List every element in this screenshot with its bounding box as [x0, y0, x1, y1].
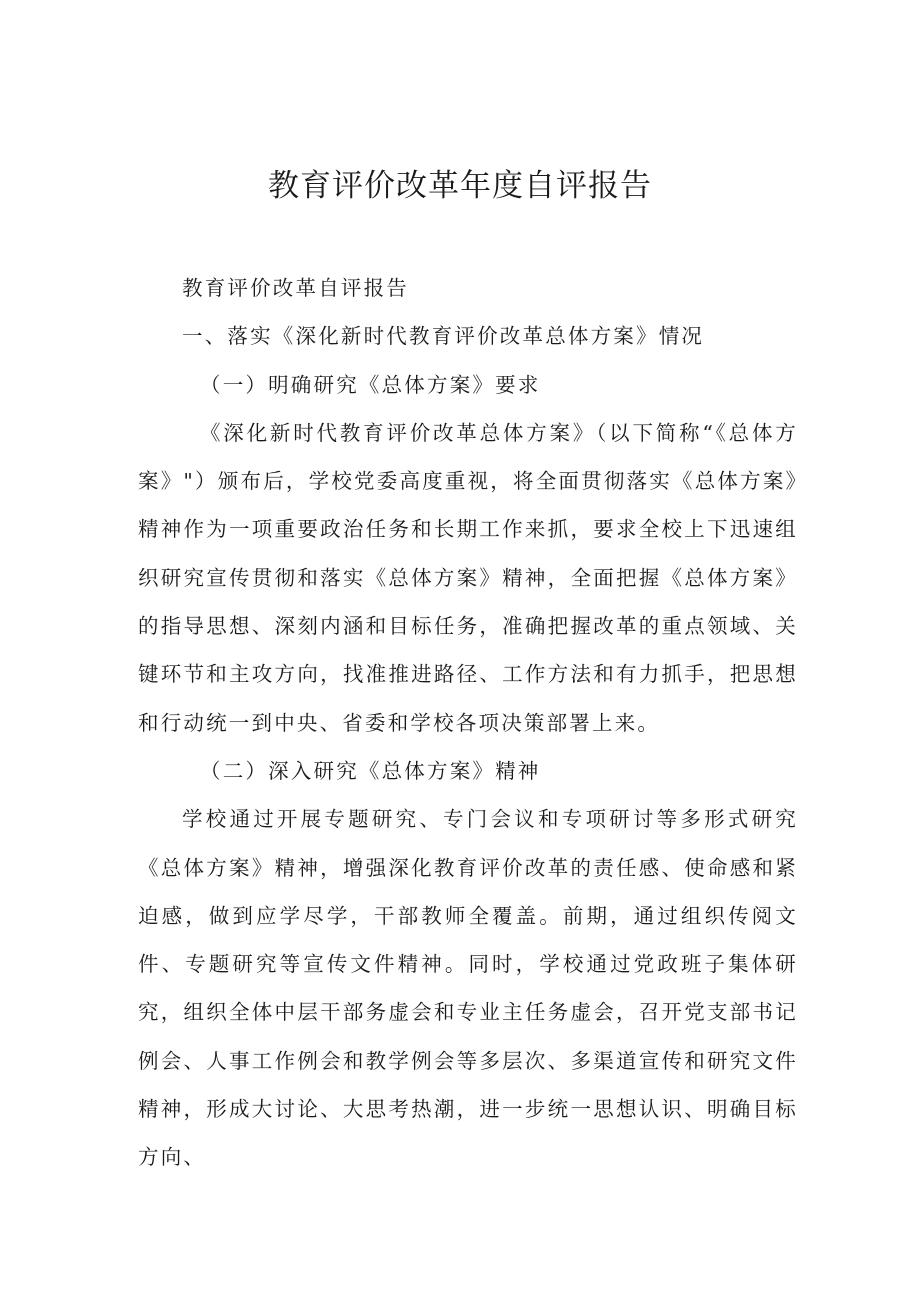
body-paragraph-1: 《深化新时代教育评价改革总体方案》（以下简称“《总体方案》"）颁布后，学校党委高度重视，将全面贯彻落实《总体方案》精神作为一项重要政治任务和长期工作来抓，要求全校上下迅速组织研究宣传贯彻和落实《总体方案》精神，全面把握《总体方案》的指导思想、深刻内涵和目标任务，准确把握改革的重点领域、关键环节和主攻方向，找准推进路径、工作方法和有力抓手，把思想和行动统一到中央、省委和学校各项决策部署上来。	[138, 420, 798, 735]
section-heading-1: 一、落实《深化新时代教育评价改革总体方案》情况	[182, 324, 705, 349]
document-body	[138, 264, 798, 1182]
body-paragraph-2: 学校通过开展专题研究、专门会议和专项研讨等多形式研究《总体方案》精神，增强深化教育评价改革的责任感、使命感和紧迫感，做到应学尽学，干部教师全覆盖。前期，通过组织传阅文件、专题研究等宣传文件精神。同时，学校通过党政班子集体研究，组织全体中层干部务虚会和专业主任务虚会，召开党支部书记例会、人事工作例会和教学例会等多层次、多渠道宣传和研究文件精神，形成大讨论、大思考热潮，进一步统一思想认识、明确目标方向、	[138, 807, 798, 1170]
subsection-heading-1: （一）明确研究《总体方案》要求	[200, 372, 541, 397]
report-subtitle: 教育评价改革自评报告	[182, 276, 409, 300]
document-title: 教育评价改革年度自评报告	[268, 168, 652, 204]
subsection-heading-2: （二）深入研究《总体方案》精神	[200, 758, 541, 783]
